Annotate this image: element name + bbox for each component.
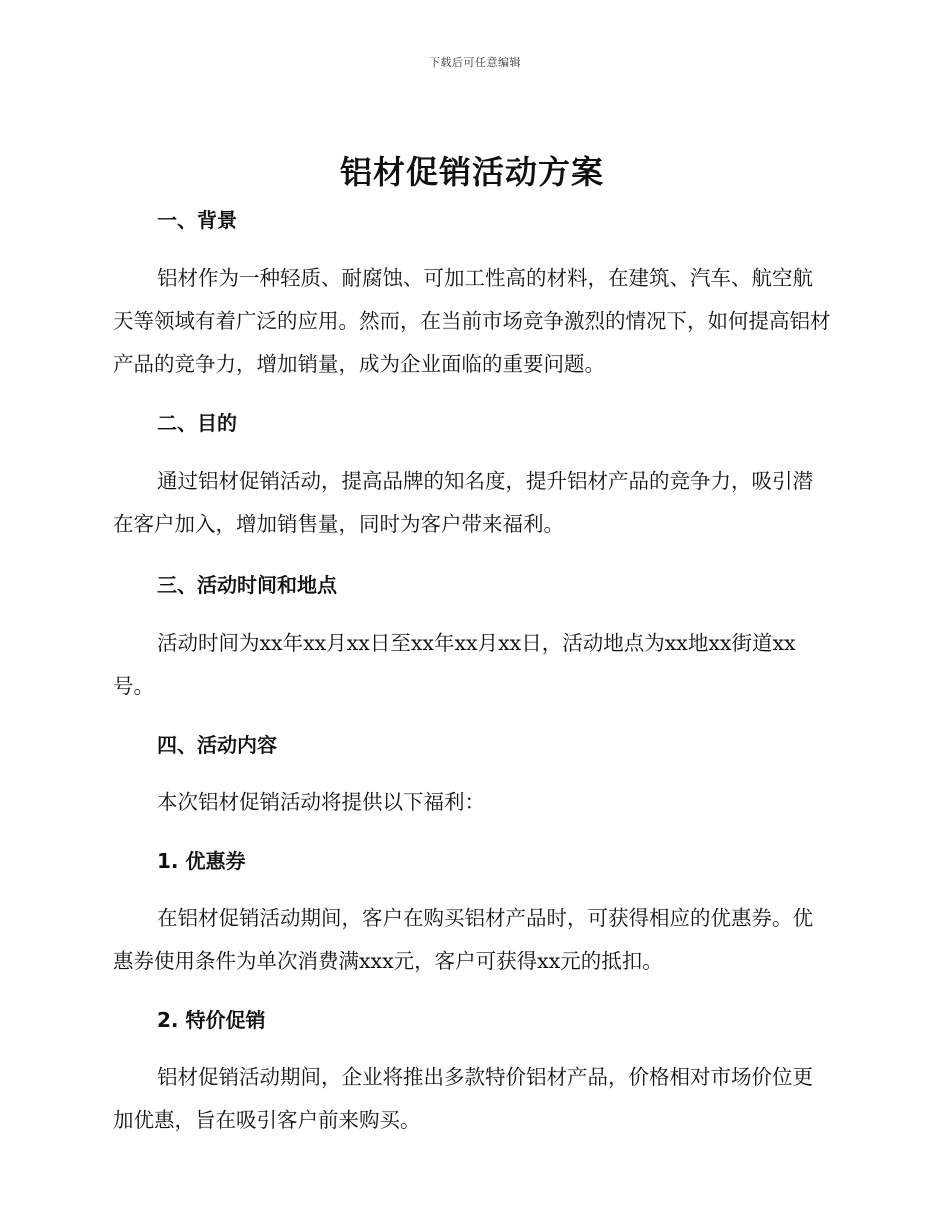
subheading-coupon: 1. 优惠券 — [157, 849, 246, 873]
paragraph-content-intro: 本次铝材促销活动将提供以下福利： — [157, 790, 485, 814]
section-heading-content: 四、活动内容 — [157, 733, 277, 757]
document-body — [113, 150, 831, 1142]
paragraph-coupon: 在铝材促销活动期间，客户在购买铝材产品时，可获得相应的优惠券。优惠券使用条件为单次消费满xxx元，客户可获得xx元的抵扣。 — [113, 906, 813, 973]
section-heading-purpose: 二、目的 — [157, 411, 237, 435]
section-heading-time-place: 三、活动时间和地点 — [157, 573, 337, 597]
header-note: 下载后可任意编辑 — [429, 56, 521, 69]
section-heading-background: 一、背景 — [157, 208, 237, 232]
paragraph-purpose: 通过铝材促销活动，提高品牌的知名度，提升铝材产品的竞争力，吸引潜在客户加入，增加销售量，同时为客户带来福利。 — [113, 469, 813, 536]
document-title: 铝材促销活动方案 — [339, 153, 604, 191]
paragraph-background: 铝材作为一种轻质、耐腐蚀、可加工性高的材料，在建筑、汽车、航空航天等领域有着广泛的应用。然而，在当前市场竞争激烈的情况下，如何提高铝材产品的竞争力，增加销量，成为企业面临的重要问题。 — [113, 266, 831, 376]
paragraph-time-place: 活动时间为xx年xx月xx日至xx年xx月xx日，活动地点为xx地xx街道xx号。 — [113, 631, 796, 698]
paragraph-special-price: 铝材促销活动期间，企业将推出多款特价铝材产品，价格相对市场价位更加优惠，旨在吸引客户前来购买。 — [113, 1065, 813, 1132]
subheading-special-price: 2. 特价促销 — [157, 1008, 266, 1032]
